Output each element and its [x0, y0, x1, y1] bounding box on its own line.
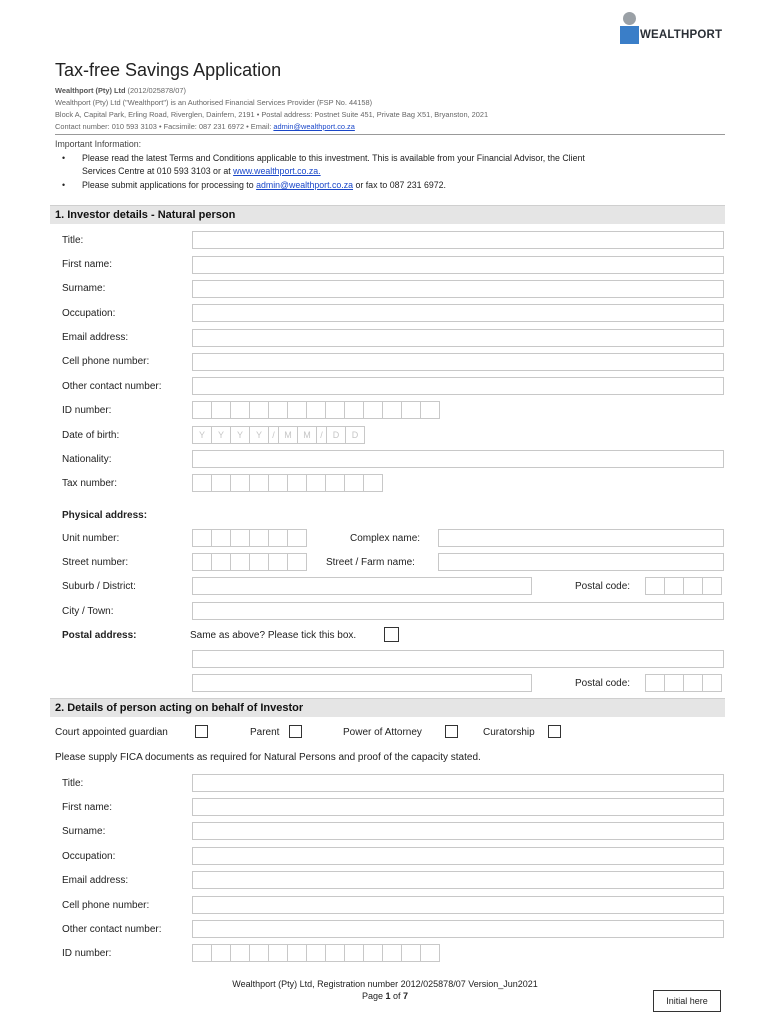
- first-name-field[interactable]: [192, 256, 724, 274]
- city-field[interactable]: [192, 602, 724, 620]
- option-curatorship-label: Curatorship: [483, 727, 535, 738]
- s2-title-label: Title:: [62, 778, 84, 789]
- page-title: Tax-free Savings Application: [55, 60, 282, 80]
- s2-id-label: ID number:: [62, 948, 112, 959]
- s2-cell-label: Cell phone number:: [62, 900, 150, 911]
- title-field[interactable]: [192, 231, 724, 249]
- option-parent-checkbox[interactable]: [289, 725, 302, 738]
- company-name: Wealthport (Pty) Ltd: [55, 86, 126, 95]
- email-field[interactable]: [192, 329, 724, 347]
- postal-address-line-2[interactable]: [192, 674, 532, 692]
- unit-number-cells[interactable]: [192, 529, 307, 547]
- email-link[interactable]: admin@wealthport.co.za: [273, 122, 355, 131]
- s2-id-number-cells[interactable]: [192, 944, 440, 962]
- title-label: Title:: [62, 235, 84, 246]
- occupation-field[interactable]: [192, 304, 724, 322]
- option-curatorship-checkbox[interactable]: [548, 725, 561, 738]
- s2-surname-label: Surname:: [62, 826, 106, 837]
- section-1-header: 1. Investor details - Natural person: [50, 205, 725, 224]
- email-label: Email address:: [62, 332, 129, 343]
- street-name-label: Street / Farm name:: [326, 557, 415, 568]
- option-court-guardian-checkbox[interactable]: [195, 725, 208, 738]
- city-label: City / Town:: [62, 606, 114, 617]
- tax-label: Tax number:: [62, 478, 118, 489]
- complex-name-label: Complex name:: [350, 533, 421, 544]
- complex-name-field[interactable]: [438, 529, 724, 547]
- option-poa-checkbox[interactable]: [445, 725, 458, 738]
- street-number-cells[interactable]: [192, 553, 307, 571]
- important-bullet-1b: Services Centre at 010 593 3103 or at www.wealthport.co.za.: [82, 166, 321, 176]
- suburb-label: Suburb / District:: [62, 581, 136, 592]
- postal-code-label: Postal code:: [575, 581, 631, 592]
- other-contact-field[interactable]: [192, 377, 724, 395]
- postal-code-cells-2[interactable]: [645, 674, 722, 692]
- fica-note: Please supply FICA documents as required for Natural Persons and proof of the capacity stated.: [55, 752, 481, 763]
- dob-label: Date of birth:: [62, 430, 120, 441]
- postal-address-heading: Postal address:: [62, 630, 137, 641]
- option-poa-label: Power of Attorney: [343, 727, 422, 738]
- id-number-cells[interactable]: [192, 401, 440, 419]
- footer-registration: Wealthport (Pty) Ltd, Registration number 2012/025878/07 Version_Jun2021: [232, 979, 538, 989]
- s2-cell-field[interactable]: [192, 896, 724, 914]
- s2-other-contact-field[interactable]: [192, 920, 724, 938]
- website-link[interactable]: www.wealthport.co.za.: [233, 166, 321, 176]
- unit-number-label: Unit number:: [62, 533, 120, 544]
- address-line: Block A, Capital Park, Erling Road, Riverglen, Dainfern, 2191 • Postal address: Postnet Suite 451, Private Bag X51, Bryanston, 2021: [55, 110, 489, 119]
- same-as-above-checkbox[interactable]: [384, 627, 399, 642]
- surname-field[interactable]: [192, 280, 724, 298]
- postal-address-line-1[interactable]: [192, 650, 724, 668]
- s2-first-name-label: First name:: [62, 802, 113, 813]
- surname-label: Surname:: [62, 283, 106, 294]
- suburb-field[interactable]: [192, 577, 532, 595]
- important-bullet-2: Please submit applications for processing to admin@wealthport.co.za or fax to 087 231 6972.: [82, 180, 446, 190]
- section-2-header: 2. Details of person acting on behalf of Investor: [50, 698, 725, 717]
- occupation-label: Occupation:: [62, 308, 116, 319]
- company-line: [55, 85, 186, 97]
- company-reg: (2012/025878/07): [127, 86, 186, 95]
- other-contact-label: Other contact number:: [62, 381, 162, 392]
- s2-occupation-label: Occupation:: [62, 851, 116, 862]
- option-court-guardian-label: Court appointed guardian: [55, 727, 168, 738]
- divider: [55, 134, 725, 135]
- id-label: ID number:: [62, 405, 112, 416]
- contact-line: Contact number: 010 593 3103 • Facsimile: 087 231 6972 • Email: admin@wealthport.co.za: [55, 122, 355, 131]
- cell-label: Cell phone number:: [62, 356, 150, 367]
- bullet-icon: •: [62, 153, 66, 163]
- nationality-label: Nationality:: [62, 454, 112, 465]
- postal-code-label-2: Postal code:: [575, 678, 631, 689]
- important-bullet-1: Please read the latest Terms and Conditions applicable to this investment. This is available from your Financial Advisor, the Client: [82, 153, 585, 163]
- same-as-above-label: Same as above? Please tick this box.: [190, 630, 357, 641]
- bullet-icon: •: [62, 180, 66, 190]
- dob-cells[interactable]: Y Y Y Y / M M / D D: [192, 426, 365, 444]
- s2-first-name-field[interactable]: [192, 798, 724, 816]
- s2-email-field[interactable]: [192, 871, 724, 889]
- fsp-line: Wealthport (Pty) Ltd ("Wealthport") is an Authorised Financial Services Provider (FSP No. 44158): [55, 98, 373, 107]
- cell-field[interactable]: [192, 353, 724, 371]
- s2-surname-field[interactable]: [192, 822, 724, 840]
- initial-here-box[interactable]: Initial here: [653, 990, 721, 1012]
- footer-page-number: Page 1 of 7: [361, 991, 409, 1001]
- postal-code-cells[interactable]: [645, 577, 722, 595]
- s2-email-label: Email address:: [62, 875, 129, 886]
- physical-address-heading: Physical address:: [62, 510, 148, 521]
- street-name-field[interactable]: [438, 553, 724, 571]
- first-name-label: First name:: [62, 259, 113, 270]
- wealthport-logo-icon: [620, 12, 640, 44]
- s2-occupation-field[interactable]: [192, 847, 724, 865]
- submit-email-link[interactable]: admin@wealthport.co.za: [256, 180, 354, 190]
- tax-number-cells[interactable]: [192, 474, 383, 492]
- s2-title-field[interactable]: [192, 774, 724, 792]
- brand-name: WEALTHPORT: [640, 29, 723, 41]
- street-number-label: Street number:: [62, 557, 129, 568]
- option-parent-label: Parent: [250, 727, 280, 738]
- important-heading: Important Information:: [55, 139, 142, 149]
- s2-other-contact-label: Other contact number:: [62, 924, 162, 935]
- nationality-field[interactable]: [192, 450, 724, 468]
